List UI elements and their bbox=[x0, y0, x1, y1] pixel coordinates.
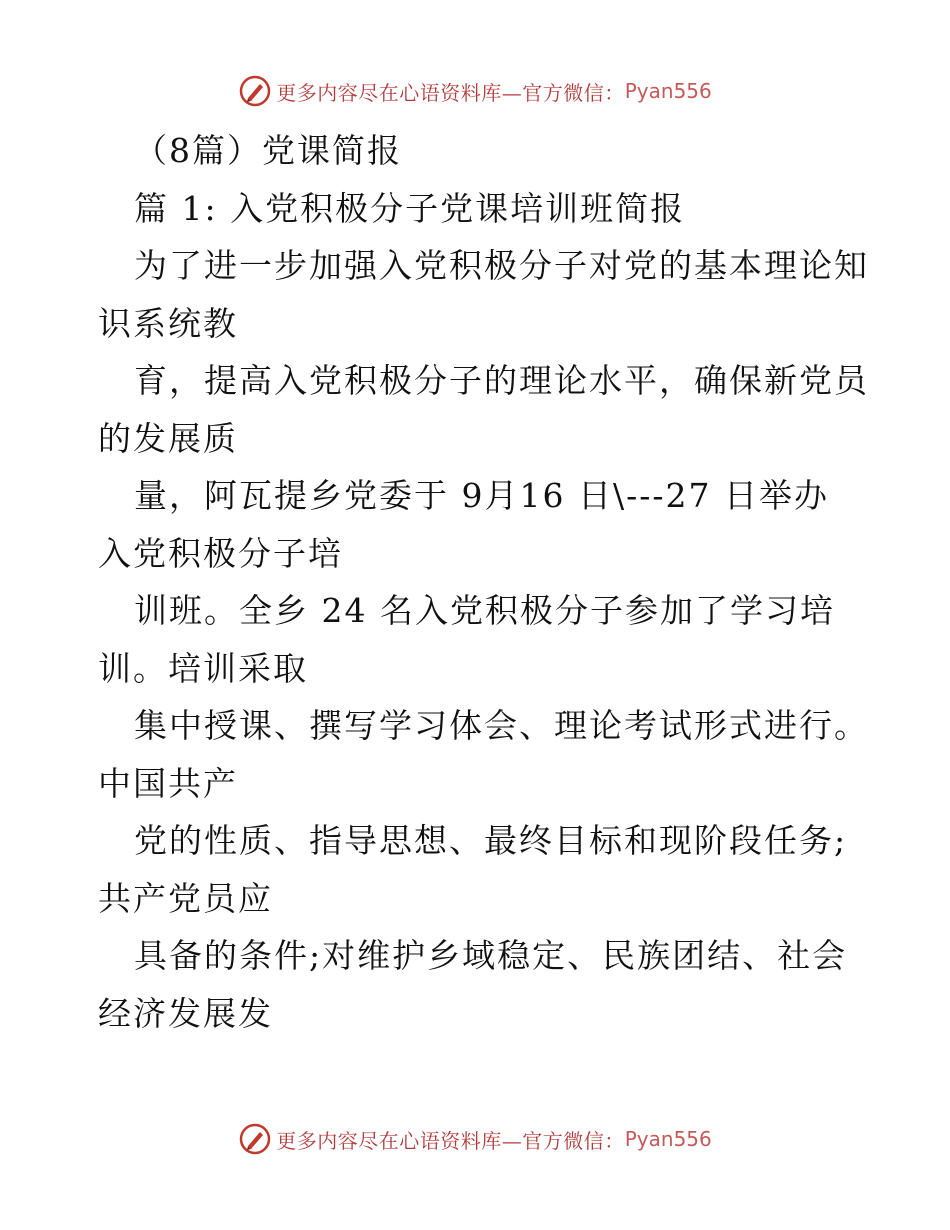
banner-wechat-id: Pyan556 bbox=[624, 1127, 712, 1151]
paragraph-line: 中国共产 bbox=[98, 763, 238, 803]
paragraph-line: 训班。全乡 24 名入党积极分子参加了学习培 bbox=[134, 591, 835, 630]
banner-wechat-id: Pyan556 bbox=[624, 79, 712, 103]
paragraph-line: 的发展质 bbox=[98, 418, 238, 458]
section-heading: 篇 1: 入党积极分子党课培训班简报 bbox=[134, 188, 686, 228]
paragraph-line: 共产党员应 bbox=[98, 878, 273, 918]
footer-watermark-banner bbox=[0, 1119, 950, 1159]
paragraph-line: 具备的条件;对维护乡域稳定、民族团结、社会 bbox=[134, 936, 848, 975]
document-title: （8篇）党课简报 bbox=[134, 131, 402, 170]
pen-logo-icon bbox=[238, 1122, 272, 1156]
paragraph-line: 识系统教 bbox=[98, 303, 238, 343]
paragraph-line: 党的性质、指导思想、最终目标和现阶段任务; bbox=[134, 821, 848, 860]
pen-logo-icon bbox=[238, 74, 272, 108]
paragraph-line: 为了进一步加强入党积极分子对党的基本理论知 bbox=[134, 246, 869, 285]
header-watermark-banner bbox=[0, 71, 950, 111]
paragraph-line: 量，阿瓦提乡党委于 9月16 日\---27 日举办 bbox=[134, 476, 830, 515]
document-body bbox=[98, 122, 869, 1042]
paragraph-line: 育，提高入党积极分子的理论水平，确保新党员 bbox=[134, 361, 869, 400]
banner-text: 更多内容尽在心语资料库—官方微信： bbox=[276, 1128, 625, 1153]
banner-text: 更多内容尽在心语资料库—官方微信： bbox=[276, 80, 625, 105]
paragraph-line: 训。培训采取 bbox=[98, 648, 308, 688]
paragraph-line: 经济发展发 bbox=[98, 993, 273, 1033]
paragraph-line: 集中授课、撰写学习体会、理论考试形式进行。 bbox=[134, 706, 869, 745]
paragraph-line: 入党积极分子培 bbox=[98, 533, 343, 573]
